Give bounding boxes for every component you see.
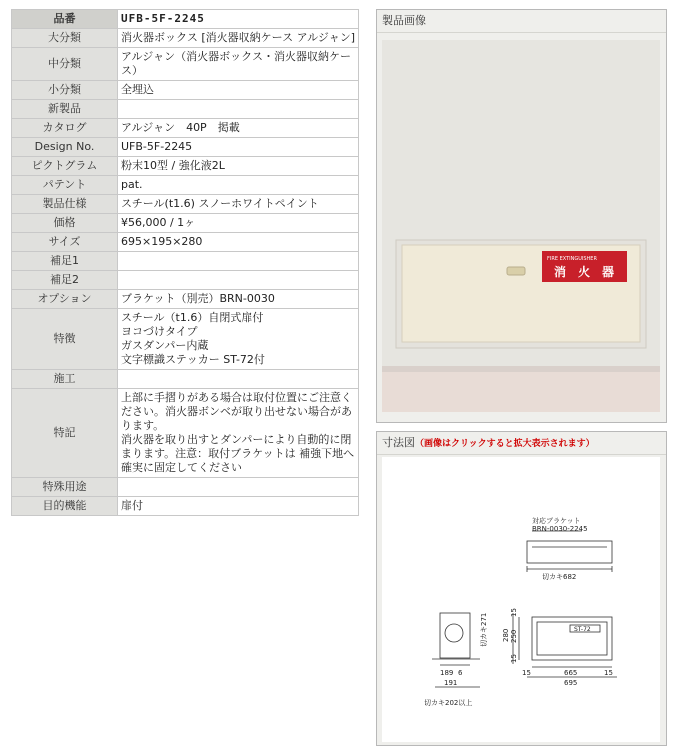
dimension-panel — [376, 431, 667, 746]
spec-row — [12, 290, 359, 309]
spec-value: 消火器ボックス [消火器収納ケース アルジャン] — [118, 29, 359, 48]
svg-text:15: 15 — [604, 669, 613, 677]
spec-row — [12, 81, 359, 100]
spec-value: 扉付 — [118, 497, 359, 516]
spec-row — [12, 271, 359, 290]
spec-row — [12, 119, 359, 138]
spec-value: 上部に手摺りがある場合は取付位置にご注意ください。消火器ボンベが取り出せない場合があります。 消火器を取り出すとダンパーにより自動的に閉まります。注意：取付ブラケットは 補強下地へ確実に固定してください — [118, 389, 359, 478]
spec-key: パテント — [12, 176, 118, 195]
spec-row — [12, 100, 359, 119]
spec-key: 小分類 — [12, 81, 118, 100]
spec-row — [12, 29, 359, 48]
spec-key: 特殊用途 — [12, 478, 118, 497]
spec-value — [118, 252, 359, 271]
spec-key: 目的機能 — [12, 497, 118, 516]
dimension-drawing[interactable] — [382, 457, 660, 742]
spec-value: 695×195×280 — [118, 233, 359, 252]
spec-key: 補足2 — [12, 271, 118, 290]
spec-value: アルジャン（消火器ボックス・消火器収納ケース） — [118, 48, 359, 81]
spec-row — [12, 176, 359, 195]
spec-value: UFB-5F-2245 — [118, 138, 359, 157]
spec-row — [12, 478, 359, 497]
spec-row — [12, 497, 359, 516]
spec-value: UFB-5F-2245 — [118, 10, 359, 29]
spec-key: 品番 — [12, 10, 118, 29]
spec-row — [12, 138, 359, 157]
spec-value — [118, 478, 359, 497]
product-image-title: 製品画像 — [377, 10, 666, 33]
spec-key: 大分類 — [12, 29, 118, 48]
spec-value: アルジャン 40P 掲載 — [118, 119, 359, 138]
spec-key: 施工 — [12, 370, 118, 389]
sticker-label: ST-72 — [574, 626, 591, 633]
svg-text:15: 15 — [510, 608, 518, 617]
bracket-label: 対応ブラケット — [532, 517, 581, 525]
spec-row — [12, 10, 359, 29]
spec-value: ¥56,000 / 1ヶ — [118, 214, 359, 233]
spec-value: 粉末10型 / 強化液2L — [118, 157, 359, 176]
spec-row — [12, 309, 359, 370]
spec-key: 中分類 — [12, 48, 118, 81]
dimension-title: 寸法図（画像はクリックすると拡大表示されます） — [377, 432, 666, 455]
spec-key: 製品仕様 — [12, 195, 118, 214]
dimension-note: （画像はクリックすると拡大表示されます） — [415, 439, 595, 449]
spec-value — [118, 100, 359, 119]
spec-key: Design No. — [12, 138, 118, 157]
box-label: 消 火 器 — [553, 265, 615, 279]
spec-key: 価格 — [12, 214, 118, 233]
spec-row — [12, 389, 359, 478]
svg-text:15: 15 — [510, 654, 518, 663]
spec-row — [12, 370, 359, 389]
cut-side-label: 切カキ271 — [480, 612, 488, 647]
spec-key: 新製品 — [12, 100, 118, 119]
product-image-panel — [376, 9, 667, 423]
spec-key: ピクトグラム — [12, 157, 118, 176]
svg-text:665: 665 — [564, 669, 578, 677]
spec-table — [11, 9, 359, 516]
spec-key: サイズ — [12, 233, 118, 252]
spec-value — [118, 271, 359, 290]
spec-key: 特記 — [12, 389, 118, 478]
svg-text:189: 189 — [440, 669, 454, 677]
svg-text:191: 191 — [444, 679, 458, 687]
box-label-small: FIRE EXTINGUISHER — [547, 256, 597, 262]
spec-key: オプション — [12, 290, 118, 309]
spec-row — [12, 233, 359, 252]
spec-value: スチール(t1.6) スノーホワイトペイント — [118, 195, 359, 214]
cut-bottom-label: 切カキ202以上 — [424, 699, 473, 707]
svg-text:695: 695 — [564, 679, 578, 687]
spec-value — [118, 370, 359, 389]
svg-text:280: 280 — [502, 628, 510, 642]
cut-top-label: 切カキ682 — [542, 573, 577, 581]
spec-value: ブラケット（別売）BRN-0030 — [118, 290, 359, 309]
svg-text:250: 250 — [510, 629, 518, 643]
spec-row — [12, 195, 359, 214]
spec-row — [12, 252, 359, 271]
spec-key: 特徴 — [12, 309, 118, 370]
product-photo[interactable] — [382, 40, 660, 412]
spec-value: pat. — [118, 176, 359, 195]
spec-row — [12, 214, 359, 233]
spec-value: 全埋込 — [118, 81, 359, 100]
spec-row — [12, 48, 359, 81]
spec-key: カタログ — [12, 119, 118, 138]
bracket-code: BRN-0030-2245 — [532, 525, 588, 533]
dimension-diagram — [382, 457, 660, 742]
spec-key: 補足1 — [12, 252, 118, 271]
fire-extinguisher-box-image — [382, 40, 660, 412]
svg-text:15: 15 — [522, 669, 531, 677]
svg-text:6: 6 — [458, 669, 463, 677]
spec-value: スチール（t1.6）自閉式扉付 ヨコづけタイプ ガスダンパー内蔵 文字標識ステッカー ST-72付 — [118, 309, 359, 370]
spec-row — [12, 157, 359, 176]
